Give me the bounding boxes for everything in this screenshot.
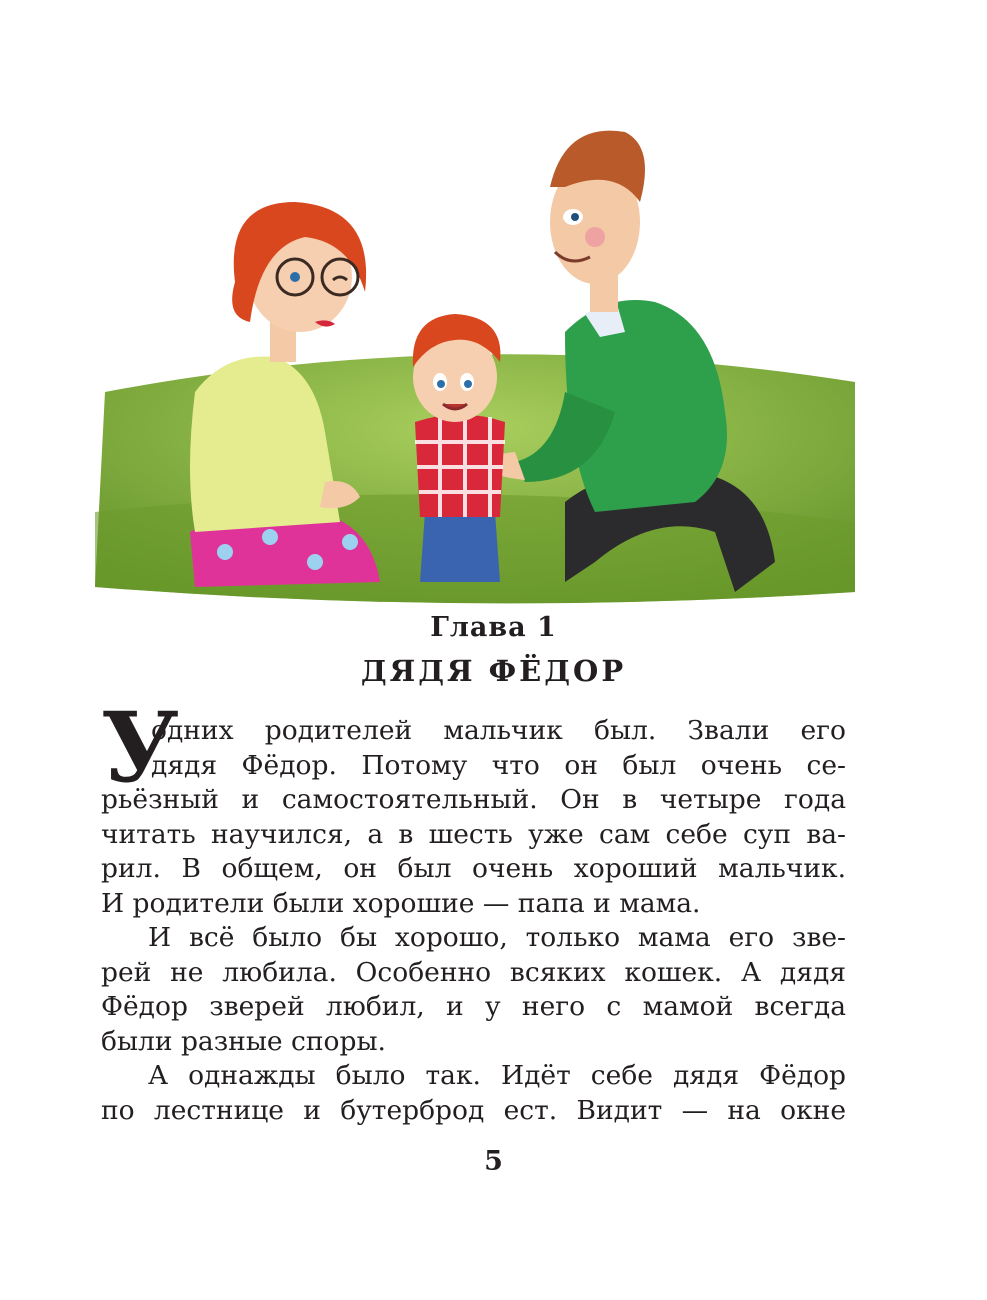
text-line: дядя Фёдор. Потому что он был очень се- — [151, 749, 846, 781]
chapter-body-text — [101, 714, 846, 1128]
text-line: были разные споры. — [101, 1025, 386, 1057]
page-number: 5 — [484, 1146, 503, 1177]
family-illustration — [95, 92, 855, 612]
text-line: И всё было бы хорошо, только мама его зве- — [148, 922, 846, 953]
text-line: читать научился, а в шесть уже сам себе суп ва- — [101, 818, 846, 850]
text-line: рил. В общем, он был очень хороший мальчик. — [101, 853, 846, 884]
text-line: И родители были хорошие — папа и мама. — [101, 887, 701, 919]
boy-figure — [413, 314, 505, 582]
chapter-title: ДЯДЯ ФЁДОР — [360, 654, 627, 688]
text-line: А однажды было так. Идёт себе дядя Фёдор — [148, 1060, 846, 1091]
text-line: рей не любила. Особенно всяких кошек. А дядя — [101, 956, 846, 988]
chapter-label: Глава 1 — [430, 612, 557, 643]
text-line: по лестнице и бутерброд ест. Видит — на окне — [101, 1094, 846, 1126]
text-line: Фёдор зверей любил, и у него с мамой всегда — [101, 991, 846, 1022]
text-line: одних родителей мальчик был. Звали его — [151, 715, 846, 746]
text-line: рьёзный и самостоятельный. Он в четыре года — [101, 784, 846, 815]
drop-cap: У — [101, 691, 179, 804]
